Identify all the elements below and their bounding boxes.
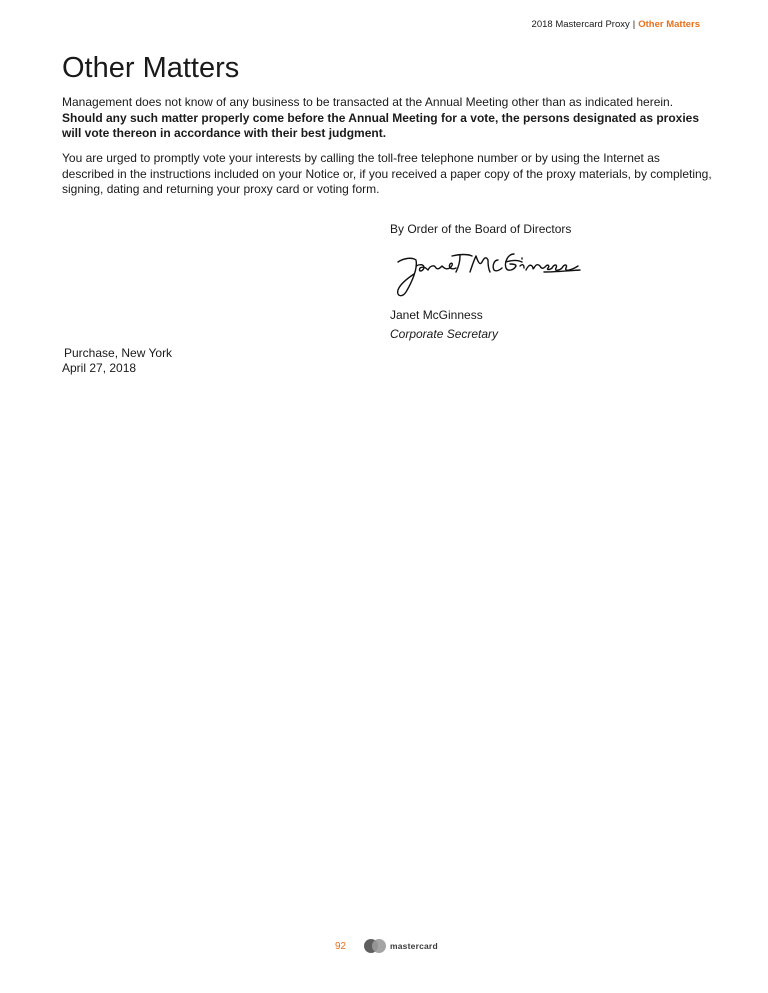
header-section-name: Other Matters [638,19,700,30]
logo-wordmark: mastercard [390,941,438,951]
paragraph-business-bold-text: Should any such matter properly come before the Annual Meeting for a vote, the persons designated as proxies will vote thereon in accordance with their best judgment. [62,110,700,140]
header-separator: | [632,19,636,30]
running-header [532,19,700,30]
mastercard-logo [364,938,438,954]
header-doc-title: 2018 Mastercard Proxy [531,19,630,30]
signer-name: Janet McGinness [390,308,483,322]
signer-title: Corporate Secretary [390,327,499,341]
date: April 27, 2018 [62,361,137,375]
signature-block [390,222,572,341]
handwritten-signature [394,248,584,300]
mastercard-circles-icon [364,939,386,953]
paragraph-business [62,95,712,142]
by-order-line: By Order of the Board of Directors [390,222,572,236]
page-title: Other Matters [62,52,240,84]
place: Purchase, New York [64,346,173,360]
paragraph-voting: You are urged to promptly vote your interests by calling the toll-free telephone number or by using the Internet as described in the instructions included on your Notice or, if you received a paper copy of the proxy materials, by completing, signing, dating and returning your proxy card or voting form. [62,151,712,196]
page-number: 92 [335,941,347,952]
paragraph-business-text: Management does not know of any business to be transacted at the Annual Meeting other than as indicated herein. [62,95,674,109]
